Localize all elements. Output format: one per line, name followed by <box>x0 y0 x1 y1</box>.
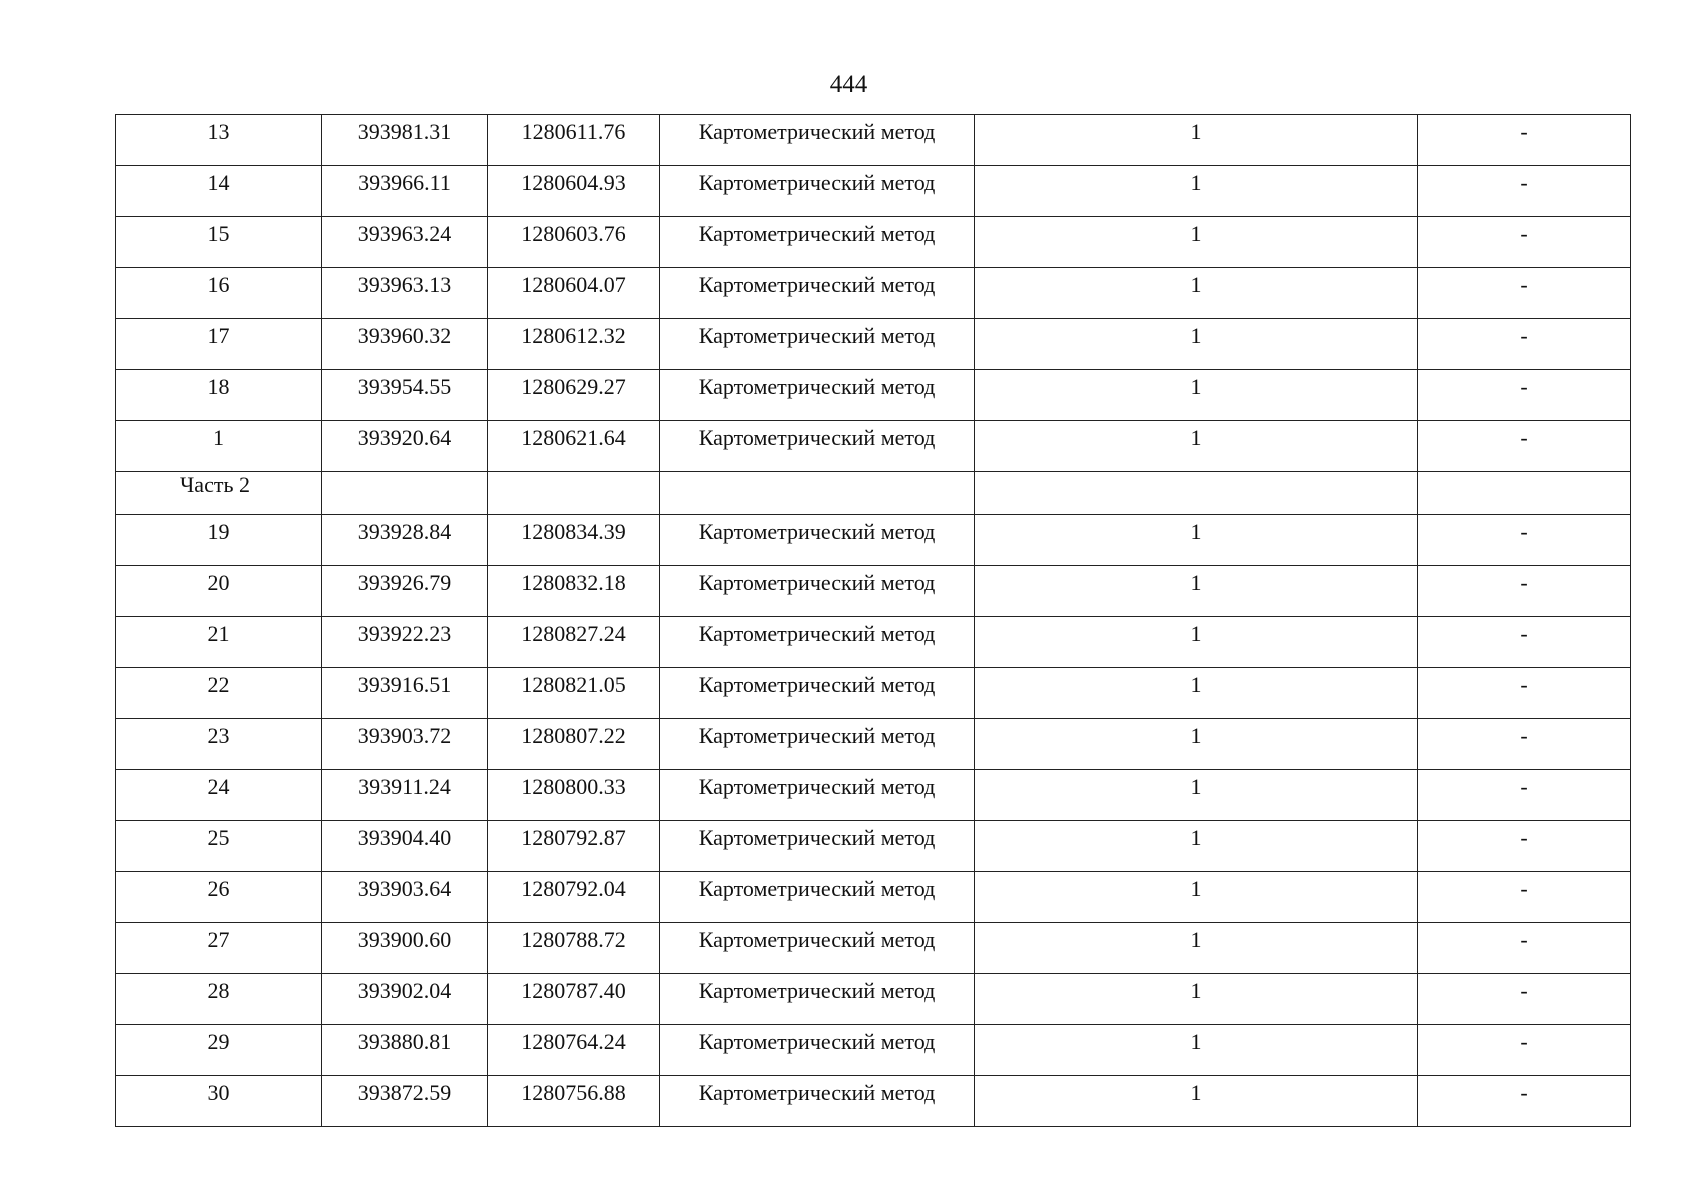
accuracy-cell-text: 1 <box>1190 927 1202 952</box>
description-cell <box>1418 217 1631 268</box>
description-cell <box>1418 719 1631 770</box>
description-cell <box>1418 115 1631 166</box>
y-coordinate-cell <box>488 668 660 719</box>
point-number-cell <box>116 872 322 923</box>
x-coordinate-cell <box>322 770 488 821</box>
y-coordinate-cell <box>488 770 660 821</box>
table-row <box>116 268 1631 319</box>
accuracy-cell <box>975 719 1418 770</box>
point-number-cell-text: 16 <box>207 272 230 297</box>
point-number-cell-text: 30 <box>207 1080 230 1105</box>
point-number-cell-text: 14 <box>207 170 230 195</box>
y-coordinate-cell <box>488 821 660 872</box>
empty-cell <box>322 472 488 515</box>
accuracy-cell-text: 1 <box>1190 119 1202 144</box>
table-row <box>116 617 1631 668</box>
method-cell <box>660 617 975 668</box>
y-coordinate-cell-text: 1280612.32 <box>521 323 626 348</box>
x-coordinate-cell-text: 393963.13 <box>357 272 452 297</box>
method-cell <box>660 319 975 370</box>
accuracy-cell <box>975 617 1418 668</box>
accuracy-cell <box>975 923 1418 974</box>
point-number-cell-text: 17 <box>207 323 230 348</box>
accuracy-cell <box>975 1076 1418 1127</box>
method-cell <box>660 370 975 421</box>
point-number-cell <box>116 319 322 370</box>
y-coordinate-cell <box>488 217 660 268</box>
x-coordinate-cell-text: 393911.24 <box>358 774 451 799</box>
description-cell-text: - <box>1520 621 1528 646</box>
x-coordinate-cell <box>322 319 488 370</box>
description-cell <box>1418 166 1631 217</box>
description-cell <box>1418 1025 1631 1076</box>
point-number-cell <box>116 617 322 668</box>
point-number-cell <box>116 821 322 872</box>
description-cell <box>1418 821 1631 872</box>
method-cell <box>660 668 975 719</box>
point-number-cell-text: 20 <box>207 570 230 595</box>
empty-cell <box>1418 472 1631 515</box>
x-coordinate-cell <box>322 668 488 719</box>
x-coordinate-cell-text: 393922.23 <box>357 621 452 646</box>
point-number-cell-text: 1 <box>213 425 224 450</box>
accuracy-cell-text: 1 <box>1190 374 1202 399</box>
point-number-cell <box>116 421 322 472</box>
table-row <box>116 668 1631 719</box>
accuracy-cell-text: 1 <box>1190 825 1202 850</box>
description-cell-text: - <box>1520 519 1528 544</box>
empty-cell <box>488 472 660 515</box>
accuracy-cell-text: 1 <box>1190 1029 1202 1054</box>
description-cell-text: - <box>1520 774 1528 799</box>
point-number-cell-text: 23 <box>207 723 230 748</box>
method-cell <box>660 515 975 566</box>
point-number-cell-text: 28 <box>207 978 230 1003</box>
description-cell-text: - <box>1520 570 1528 595</box>
description-cell-text: - <box>1520 825 1528 850</box>
table-row <box>116 319 1631 370</box>
method-cell-text: Картометрический метод <box>698 1029 936 1054</box>
y-coordinate-cell-text: 1280604.07 <box>521 272 626 297</box>
y-coordinate-cell <box>488 617 660 668</box>
description-cell <box>1418 668 1631 719</box>
method-cell-text: Картометрический метод <box>698 876 936 901</box>
y-coordinate-cell-text: 1280821.05 <box>521 672 626 697</box>
point-number-cell <box>116 719 322 770</box>
point-number-cell <box>116 370 322 421</box>
x-coordinate-cell-text: 393963.24 <box>357 221 452 246</box>
x-coordinate-cell <box>322 370 488 421</box>
method-cell <box>660 1025 975 1076</box>
point-number-cell-text: 15 <box>207 221 230 246</box>
point-number-cell-text: 24 <box>207 774 230 799</box>
table-row <box>116 1076 1631 1127</box>
y-coordinate-cell <box>488 1076 660 1127</box>
method-cell-text: Картометрический метод <box>698 119 936 144</box>
description-cell-text: - <box>1520 927 1528 952</box>
method-cell-text: Картометрический метод <box>698 221 936 246</box>
accuracy-cell-text: 1 <box>1190 323 1202 348</box>
accuracy-cell-text: 1 <box>1190 672 1202 697</box>
description-cell-text: - <box>1520 374 1528 399</box>
description-cell <box>1418 872 1631 923</box>
x-coordinate-cell <box>322 872 488 923</box>
method-cell-text: Картометрический метод <box>698 570 936 595</box>
method-cell <box>660 1076 975 1127</box>
accuracy-cell-text: 1 <box>1190 221 1202 246</box>
x-coordinate-cell <box>322 566 488 617</box>
y-coordinate-cell-text: 1280834.39 <box>521 519 626 544</box>
accuracy-cell <box>975 319 1418 370</box>
method-cell <box>660 719 975 770</box>
accuracy-cell <box>975 872 1418 923</box>
x-coordinate-cell <box>322 1025 488 1076</box>
point-number-cell <box>116 668 322 719</box>
accuracy-cell-text: 1 <box>1190 978 1202 1003</box>
y-coordinate-cell <box>488 319 660 370</box>
table-row <box>116 566 1631 617</box>
point-number-cell-text: 13 <box>207 119 230 144</box>
method-cell <box>660 821 975 872</box>
accuracy-cell <box>975 515 1418 566</box>
method-cell <box>660 166 975 217</box>
method-cell <box>660 923 975 974</box>
accuracy-cell-text: 1 <box>1190 170 1202 195</box>
y-coordinate-cell-text: 1280621.64 <box>521 425 626 450</box>
description-cell-text: - <box>1520 978 1528 1003</box>
method-cell-text: Картометрический метод <box>698 927 936 952</box>
method-cell-text: Картометрический метод <box>698 825 936 850</box>
description-cell <box>1418 515 1631 566</box>
empty-cell <box>660 472 975 515</box>
x-coordinate-cell-text: 393880.81 <box>357 1029 452 1054</box>
method-cell-text: Картометрический метод <box>698 323 936 348</box>
y-coordinate-cell <box>488 923 660 974</box>
section-label <box>116 472 322 515</box>
empty-cell <box>975 472 1418 515</box>
method-cell-text: Картометрический метод <box>698 978 936 1003</box>
accuracy-cell <box>975 974 1418 1025</box>
x-coordinate-cell <box>322 923 488 974</box>
method-cell <box>660 115 975 166</box>
y-coordinate-cell-text: 1280611.76 <box>521 119 626 144</box>
x-coordinate-cell-text: 393916.51 <box>357 672 452 697</box>
accuracy-cell <box>975 166 1418 217</box>
method-cell-text: Картометрический метод <box>698 1080 936 1105</box>
point-number-cell <box>116 974 322 1025</box>
table-row <box>116 166 1631 217</box>
point-number-cell-text: 26 <box>207 876 230 901</box>
table-row <box>116 770 1631 821</box>
description-cell <box>1418 974 1631 1025</box>
point-number-cell <box>116 923 322 974</box>
description-cell-text: - <box>1520 1080 1528 1105</box>
accuracy-cell-text: 1 <box>1190 621 1202 646</box>
method-cell <box>660 566 975 617</box>
y-coordinate-cell-text: 1280629.27 <box>521 374 626 399</box>
method-cell-text: Картометрический метод <box>698 621 936 646</box>
point-number-cell <box>116 268 322 319</box>
point-number-cell <box>116 217 322 268</box>
table-row <box>116 719 1631 770</box>
accuracy-cell <box>975 268 1418 319</box>
method-cell <box>660 770 975 821</box>
accuracy-cell-text: 1 <box>1190 425 1202 450</box>
x-coordinate-cell <box>322 421 488 472</box>
x-coordinate-cell <box>322 217 488 268</box>
description-cell <box>1418 370 1631 421</box>
accuracy-cell <box>975 370 1418 421</box>
x-coordinate-cell-text: 393900.60 <box>357 927 452 952</box>
table-row <box>116 974 1631 1025</box>
point-number-cell <box>116 115 322 166</box>
accuracy-cell-text: 1 <box>1190 723 1202 748</box>
point-number-cell <box>116 1025 322 1076</box>
accuracy-cell <box>975 115 1418 166</box>
point-number-cell <box>116 166 322 217</box>
method-cell-text: Картометрический метод <box>698 519 936 544</box>
x-coordinate-cell-text: 393903.72 <box>357 723 452 748</box>
x-coordinate-cell <box>322 821 488 872</box>
description-cell-text: - <box>1520 221 1528 246</box>
table-body <box>116 115 1631 1127</box>
accuracy-cell <box>975 566 1418 617</box>
point-number-cell <box>116 515 322 566</box>
x-coordinate-cell <box>322 617 488 668</box>
accuracy-cell <box>975 1025 1418 1076</box>
accuracy-cell-text: 1 <box>1190 272 1202 297</box>
table-row <box>116 515 1631 566</box>
y-coordinate-cell <box>488 719 660 770</box>
description-cell <box>1418 770 1631 821</box>
method-cell <box>660 268 975 319</box>
point-number-cell-text: 18 <box>207 374 230 399</box>
method-cell-text: Картометрический метод <box>698 170 936 195</box>
y-coordinate-cell <box>488 370 660 421</box>
point-number-cell-text: 29 <box>207 1029 230 1054</box>
y-coordinate-cell-text: 1280603.76 <box>521 221 626 246</box>
y-coordinate-cell <box>488 268 660 319</box>
x-coordinate-cell-text: 393966.11 <box>358 170 451 195</box>
y-coordinate-cell-text: 1280604.93 <box>521 170 626 195</box>
y-coordinate-cell <box>488 566 660 617</box>
description-cell-text: - <box>1520 323 1528 348</box>
table-row <box>116 115 1631 166</box>
x-coordinate-cell-text: 393904.40 <box>357 825 452 850</box>
method-cell <box>660 217 975 268</box>
method-cell-text: Картометрический метод <box>698 272 936 297</box>
description-cell-text: - <box>1520 272 1528 297</box>
y-coordinate-cell <box>488 1025 660 1076</box>
description-cell-text: - <box>1520 119 1528 144</box>
y-coordinate-cell-text: 1280792.04 <box>521 876 626 901</box>
x-coordinate-cell <box>322 719 488 770</box>
table-row <box>116 1025 1631 1076</box>
x-coordinate-cell-text: 393903.64 <box>357 876 452 901</box>
accuracy-cell-text: 1 <box>1190 519 1202 544</box>
page-number: 444 <box>829 71 868 98</box>
accuracy-cell-text: 1 <box>1190 774 1202 799</box>
section-label-text: Часть 2 <box>180 472 250 497</box>
table-row <box>116 217 1631 268</box>
y-coordinate-cell <box>488 974 660 1025</box>
x-coordinate-cell <box>322 1076 488 1127</box>
point-number-cell-text: 19 <box>207 519 230 544</box>
table-row <box>116 923 1631 974</box>
accuracy-cell <box>975 668 1418 719</box>
description-cell <box>1418 566 1631 617</box>
table-row <box>116 421 1631 472</box>
description-cell <box>1418 923 1631 974</box>
y-coordinate-cell-text: 1280764.24 <box>521 1029 626 1054</box>
x-coordinate-cell-text: 393960.32 <box>357 323 452 348</box>
accuracy-cell <box>975 821 1418 872</box>
accuracy-cell-text: 1 <box>1190 1080 1202 1105</box>
description-cell <box>1418 319 1631 370</box>
x-coordinate-cell <box>322 115 488 166</box>
point-number-cell <box>116 566 322 617</box>
method-cell-text: Картометрический метод <box>698 672 936 697</box>
y-coordinate-cell-text: 1280827.24 <box>521 621 626 646</box>
description-cell <box>1418 1076 1631 1127</box>
description-cell-text: - <box>1520 425 1528 450</box>
x-coordinate-cell-text: 393920.64 <box>357 425 452 450</box>
method-cell <box>660 421 975 472</box>
description-cell <box>1418 268 1631 319</box>
x-coordinate-cell-text: 393981.31 <box>357 119 452 144</box>
y-coordinate-cell-text: 1280788.72 <box>521 927 626 952</box>
x-coordinate-cell <box>322 974 488 1025</box>
point-number-cell <box>116 770 322 821</box>
y-coordinate-cell <box>488 166 660 217</box>
y-coordinate-cell-text: 1280807.22 <box>521 723 626 748</box>
y-coordinate-cell-text: 1280800.33 <box>521 774 626 799</box>
description-cell-text: - <box>1520 672 1528 697</box>
y-coordinate-cell-text: 1280792.87 <box>521 825 626 850</box>
description-cell-text: - <box>1520 170 1528 195</box>
description-cell-text: - <box>1520 1029 1528 1054</box>
x-coordinate-cell-text: 393902.04 <box>357 978 452 1003</box>
y-coordinate-cell <box>488 515 660 566</box>
y-coordinate-cell-text: 1280787.40 <box>521 978 626 1003</box>
table-row <box>116 872 1631 923</box>
method-cell-text: Картометрический метод <box>698 425 936 450</box>
method-cell <box>660 872 975 923</box>
point-number-cell-text: 22 <box>207 672 230 697</box>
coordinates-table <box>115 114 1631 1127</box>
accuracy-cell-text: 1 <box>1190 876 1202 901</box>
x-coordinate-cell-text: 393928.84 <box>357 519 452 544</box>
y-coordinate-cell <box>488 872 660 923</box>
x-coordinate-cell <box>322 515 488 566</box>
y-coordinate-cell-text: 1280756.88 <box>521 1080 626 1105</box>
method-cell-text: Картометрический метод <box>698 723 936 748</box>
section-header-row <box>116 472 1631 515</box>
y-coordinate-cell <box>488 421 660 472</box>
y-coordinate-cell-text: 1280832.18 <box>521 570 626 595</box>
x-coordinate-cell-text: 393926.79 <box>357 570 452 595</box>
accuracy-cell <box>975 421 1418 472</box>
method-cell-text: Картометрический метод <box>698 774 936 799</box>
x-coordinate-cell-text: 393872.59 <box>357 1080 452 1105</box>
x-coordinate-cell <box>322 268 488 319</box>
y-coordinate-cell <box>488 115 660 166</box>
accuracy-cell <box>975 217 1418 268</box>
x-coordinate-cell <box>322 166 488 217</box>
point-number-cell <box>116 1076 322 1127</box>
description-cell <box>1418 421 1631 472</box>
table-row <box>116 821 1631 872</box>
point-number-cell-text: 21 <box>207 621 230 646</box>
accuracy-cell <box>975 770 1418 821</box>
point-number-cell-text: 25 <box>207 825 230 850</box>
table-row <box>116 370 1631 421</box>
description-cell <box>1418 617 1631 668</box>
method-cell-text: Картометрический метод <box>698 374 936 399</box>
description-cell-text: - <box>1520 723 1528 748</box>
method-cell <box>660 974 975 1025</box>
description-cell-text: - <box>1520 876 1528 901</box>
point-number-cell-text: 27 <box>207 927 230 952</box>
accuracy-cell-text: 1 <box>1190 570 1202 595</box>
x-coordinate-cell-text: 393954.55 <box>357 374 452 399</box>
